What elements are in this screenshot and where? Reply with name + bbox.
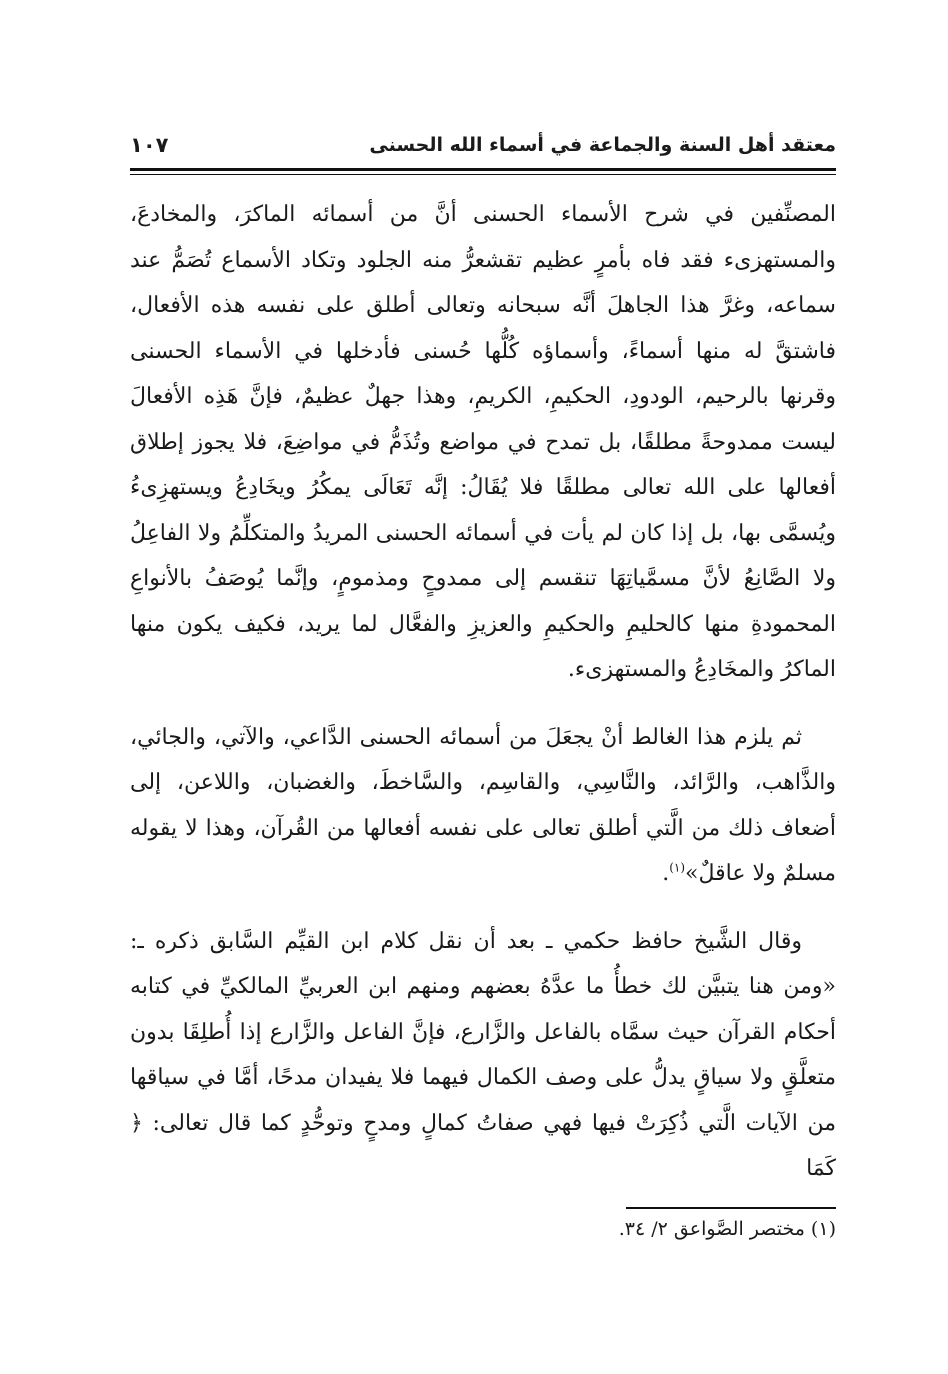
page-header <box>130 128 836 164</box>
paragraph-2-text: ثم يلزم هذا الغالط أنْ يجعَلَ من أسمائه الحسنى الدَّاعي، والآتي، والجائي، والذَّاهب، والرَّائد، والنَّاسِي، والقاسِم، والسَّاخطَ، والغضبان، واللاعن، إلى أضعاف ذلك من الَّتي أطلق تعالى على نفسه أفعالها من القُرآن، وهذا لا يقوله مسلمٌ ولا عاقلٌ» <box>130 724 836 886</box>
paragraph-gap <box>130 897 836 919</box>
paragraph-gap <box>130 693 836 715</box>
paragraph-3: وقال الشَّيخ حافظ حكمي ـ بعد أن نقل كلام ابن القيِّم السَّابق ذكره ـ: «ومن هنا يتبيَّن لك خطأُ ما عدَّهُ بعضهم ومنهم ابن العربيِّ المالكيِّ في كتابه أحكام القرآن حيث سمَّاه بالفاعل والزَّارع، فإنَّ الفاعل والزَّارع إذا أُطلِقَا بدون متعلَّقٍ ولا سياقٍ يدلُّ على وصف الكمال فيهما فلا يفيدان مدحًا، أمَّا في سياقها من الآيات الَّتي ذُكِرَتْ فيها فهي صفاتُ كمالٍ ومدحٍ وتوحُّدٍ كما قال تعالى: ﴿ كَمَا <box>130 928 836 1181</box>
footnote-reference[interactable]: (١) <box>669 860 686 875</box>
header-rule-thin <box>130 174 836 175</box>
paragraph-2-end: . <box>662 861 670 886</box>
paragraph-1: المصنِّفين في شرح الأسماء الحسنى أنَّ من أسمائه الماكرَ، والمخادعَ، والمستهزىء فقد فاه بأمرٍ عظيم تقشعرُّ منه الجلود وتكاد الأسماع تُصَمُّ عند سماعه، وغرَّ هذا الجاهلَ أنَّه سبحانه وتعالى أطلق على نفسه هذه الأفعال، فاشتقَّ له منها أسماءً، وأسماؤه كُلُّها حُسنى فأدخلها في الأسماء الحسنى وقرنها بالرحيم، الودودِ، الحكيمِ، الكريمِ، وهذا جهلٌ عظيمٌ، فإنَّ هَذِه الأفعالَ ليست ممدوحةً مطلقًا، بل تمدح في مواضع وتُذَمُّ في مواضِعَ، فلا يجوز إطلاق أفعالها على الله تعالى مطلقًا فلا يُقَالُ: إنَّه تَعَالَى يمكُرُ ويخَادِعُ ويستهزِىءُ ويُسمَّى بها، بل إذا كان لم يأت في أسمائه الحسنى المريدُ والمتكلِّمُ ولا الفاعِلُ ولا الصَّانِعُ لأنَّ مسمَّياتِهَا تنقسم إلى ممدوحٍ ومذمومٍ، وإنَّما يُوصَفُ بالأنواعِ المحمودةِ منها كالحليمِ والحكيمِ والعزيزِ والفعَّال لما يريد، فكيف يكون منها الماكرُ والمخَادِعُ والمستهزىء. <box>130 202 836 682</box>
footnote: (١) مختصر الصَّواعق ٢/ ٣٤. <box>618 1218 836 1240</box>
body-text <box>130 192 836 1192</box>
header-rule-thick <box>130 168 836 171</box>
page-number: ١٠٧ <box>130 133 169 157</box>
running-title: معتقد أهل السنة والجماعة في أسماء الله الحسنى <box>369 134 836 156</box>
footnote-separator <box>626 1207 836 1209</box>
paragraph-2 <box>130 715 836 897</box>
